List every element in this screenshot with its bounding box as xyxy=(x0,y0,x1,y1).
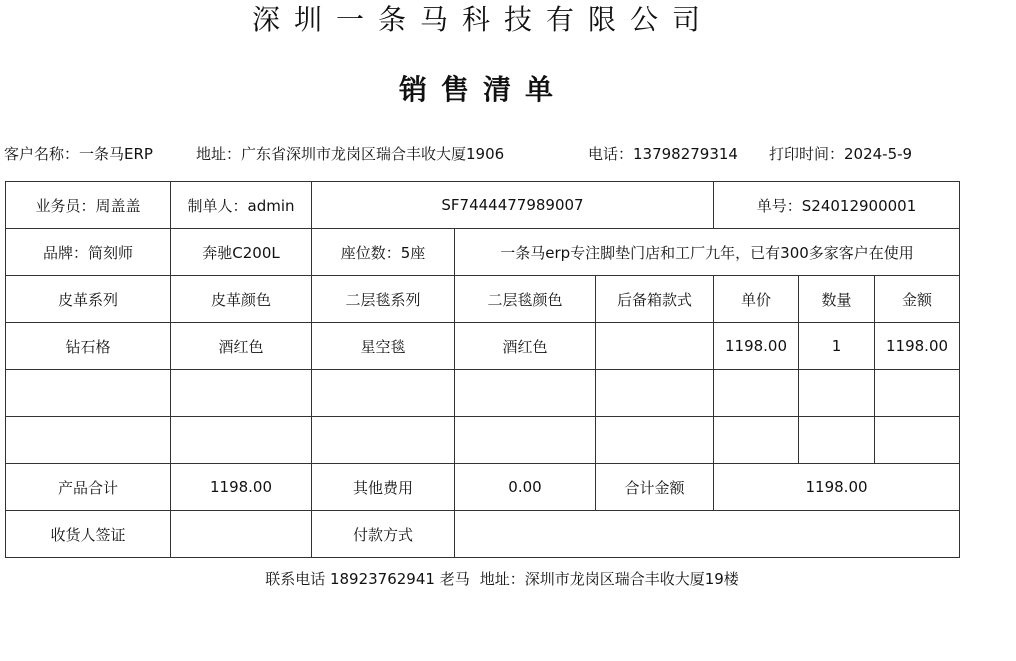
other-fee-value: 0.00 xyxy=(455,464,596,511)
table-cell xyxy=(799,370,875,417)
signature-row xyxy=(6,511,960,558)
table-cell xyxy=(596,323,714,370)
table-row xyxy=(6,417,960,464)
table-cell xyxy=(875,417,960,464)
table-cell xyxy=(875,370,960,417)
table-cell: 钻石格 xyxy=(6,323,171,370)
table-cell: 星空毯 xyxy=(312,323,455,370)
customer-name: 客户名称：一条马ERP xyxy=(4,145,153,163)
table-cell xyxy=(596,417,714,464)
table-cell xyxy=(455,417,596,464)
receiver-signature-value xyxy=(171,511,312,558)
table-cell: 酒红色 xyxy=(171,323,312,370)
table-row-brand xyxy=(6,229,960,276)
footer-contact: 联系电话 18923762941 老马 xyxy=(265,570,470,588)
header-cell: 皮革系列 xyxy=(6,276,171,323)
order-number-cell: 单号：S24012900001 xyxy=(714,182,960,229)
creator-cell: 制单人：admin xyxy=(171,182,312,229)
product-total-value: 1198.00 xyxy=(171,464,312,511)
table-row xyxy=(6,370,960,417)
table-header-row xyxy=(6,276,960,323)
footer xyxy=(0,568,1004,590)
company-name: 深圳一条马科技有限公司 xyxy=(251,3,714,36)
print-time: 打印时间：2024-5-9 xyxy=(769,145,913,163)
grand-total-label: 合计金额 xyxy=(596,464,714,511)
table-cell: 1198.00 xyxy=(714,323,799,370)
table-cell xyxy=(6,370,171,417)
table-cell xyxy=(171,417,312,464)
header-cell: 后备箱款式 xyxy=(596,276,714,323)
table-cell xyxy=(714,417,799,464)
grand-total-value: 1198.00 xyxy=(714,464,960,511)
table-cell: 1198.00 xyxy=(875,323,960,370)
table-cell: 酒红色 xyxy=(455,323,596,370)
table-cell: 1 xyxy=(799,323,875,370)
product-total-label: 产品合计 xyxy=(6,464,171,511)
header-cell: 皮革颜色 xyxy=(171,276,312,323)
totals-row xyxy=(6,464,960,511)
payment-method-label: 付款方式 xyxy=(312,511,455,558)
receiver-signature-label: 收货人签证 xyxy=(6,511,171,558)
brand-cell: 品牌：简刻师 xyxy=(6,229,171,276)
code-cell: SF7444477989007 xyxy=(312,182,714,229)
table-cell xyxy=(596,370,714,417)
payment-method-value xyxy=(455,511,960,558)
slogan-cell: 一条马erp专注脚垫门店和工厂九年，已有300多家客户在使用 xyxy=(455,229,960,276)
table-cell xyxy=(171,370,312,417)
car-model-cell: 奔驰C200L xyxy=(171,229,312,276)
table-row-info xyxy=(6,182,960,229)
sales-table xyxy=(5,181,960,558)
table-cell xyxy=(455,370,596,417)
salesperson-cell: 业务员：周盖盖 xyxy=(6,182,171,229)
seats-cell: 座位数：5座 xyxy=(312,229,455,276)
header-cell: 二层毯系列 xyxy=(312,276,455,323)
customer-address: 地址：广东省深圳市龙岗区瑞合丰收大厦1906 xyxy=(196,145,505,163)
table-row xyxy=(6,323,960,370)
document-title: 销售清单 xyxy=(398,73,567,106)
table-cell xyxy=(799,417,875,464)
customer-phone: 电话：13798279314 xyxy=(588,145,738,163)
header-cell: 金额 xyxy=(875,276,960,323)
table-cell xyxy=(312,370,455,417)
header-cell: 二层毯颜色 xyxy=(455,276,596,323)
header-cell: 数量 xyxy=(799,276,875,323)
footer-address: 地址：深圳市龙岗区瑞合丰收大厦19楼 xyxy=(479,570,739,588)
table-cell xyxy=(6,417,171,464)
other-fee-label: 其他费用 xyxy=(312,464,455,511)
header-cell: 单价 xyxy=(714,276,799,323)
table-cell xyxy=(714,370,799,417)
table-cell xyxy=(312,417,455,464)
